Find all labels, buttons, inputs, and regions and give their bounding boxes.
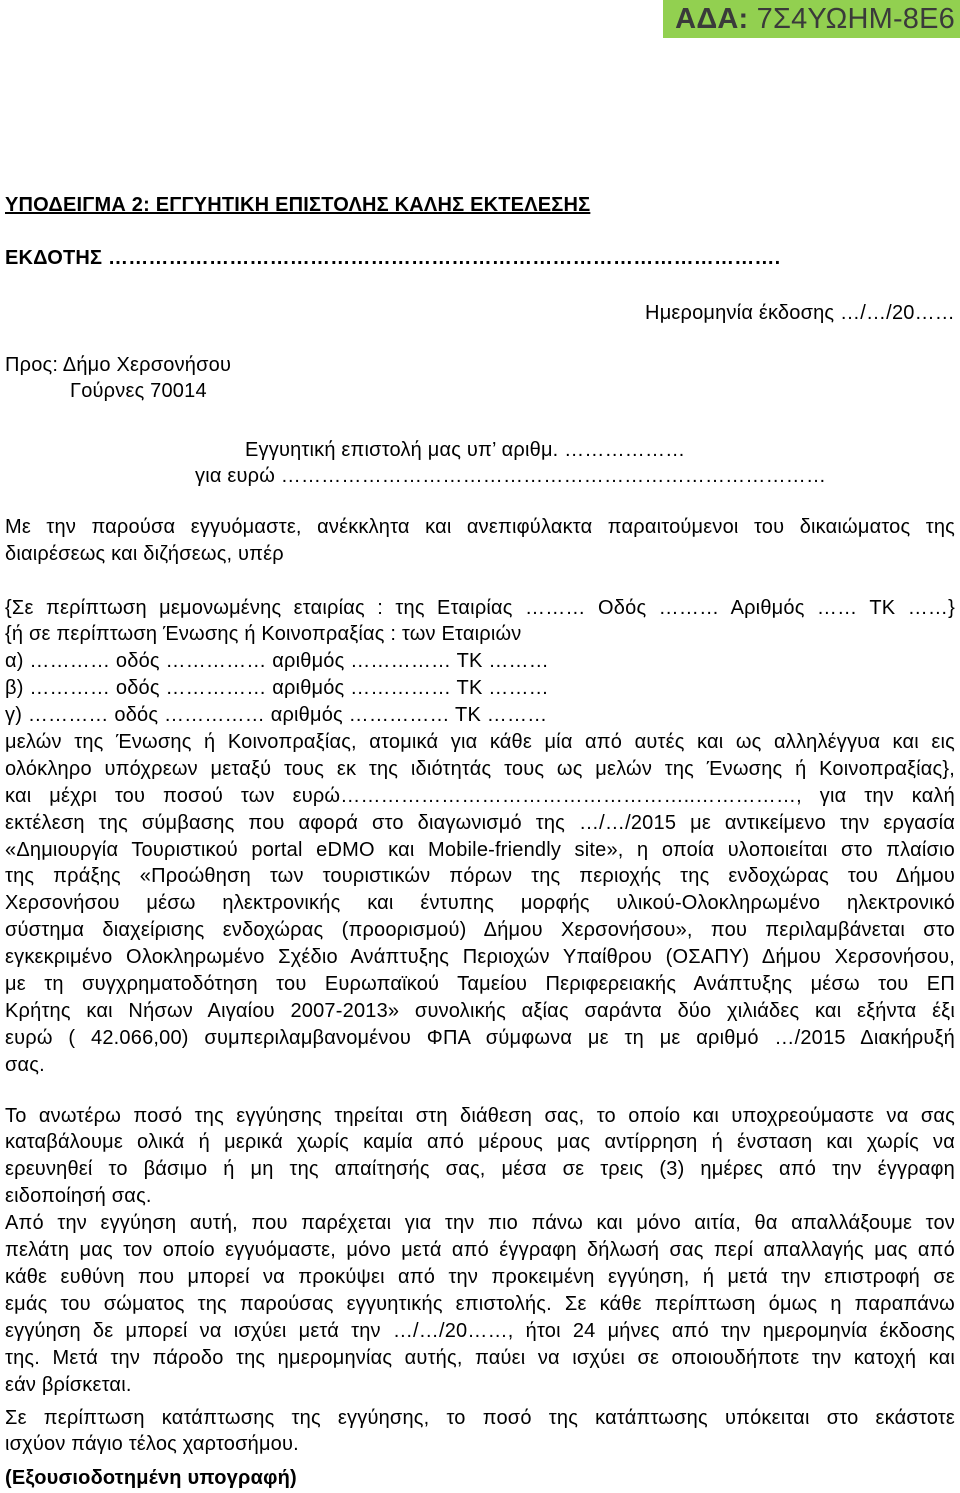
validity-line: εγγύηση δε μπορεί να ισχύει μετά την …/…/20……, ήτοι 24 μήνες από την ημερομηνία έκδοσης: [5, 1319, 955, 1342]
text-line: εκτέλεση της σύμβασης που αφορά στο διαγωνισμό της …/…/2015 με αντικείμενο την εργασία: [5, 811, 955, 834]
text-line: ερευνηθεί το βάσιμο ή μη της απαίτησής σας, μέσα σε τρεις (3) ημέρες από την έγγραφη: [5, 1158, 955, 1181]
text-line: Σε περίπτωση κατάπτωσης της εγγύησης, το ποσό της κατάπτωσης υπόκειται στο εκάστοτε: [5, 1406, 955, 1429]
text-line: «Δημιουργία Τουριστικού portal eDMO και Mobile-friendly site», η οποία υλοποιείται στο πλαίσιο: [5, 838, 955, 861]
contract-value-line: ευρώ ( 42.066,00) συμπεριλαμβανομένου ΦΠΑ σύμφωνα με τη με αριθμό …/2015 Διακήρυξή: [5, 1026, 955, 1049]
text-line: Από την εγγύηση αυτή, που παρέχεται για την πιο πάνω και μόνο αιτία, θα απαλλάξουμε τον: [5, 1212, 955, 1235]
text-line: ολόκληρο υπόχρεων μεταξύ τους εκ της ιδιότητάς τους ως μελών της Ένωσης ή Κοινοπραξίας},: [5, 757, 955, 780]
text-line: σας.: [5, 1053, 45, 1076]
member-a-line: α) ………… οδός …………… αριθμός …………… ΤΚ ………: [5, 650, 549, 673]
stamp-duty-paragraph: [5, 1405, 955, 1459]
text-line: μελών της Ένωσης ή Κοινοπραξίας, ατομικά για κάθε μία από αυτές και ως αλληλέγγυα και εις: [5, 730, 955, 753]
payment-terms-paragraph: [5, 1103, 955, 1211]
document-title: ΥΠΟΔΕΙΓΜΑ 2: ΕΓΓΥΗΤΙΚΗ ΕΠΙΣΤΟΛΗΣ ΚΑΛΗΣ ΕΚΤΕΛΕΣΗΣ: [5, 194, 591, 216]
guarantee-paragraph: [5, 595, 955, 1079]
text-line: κάθε ευθύνη που μπορεί να προκύψει από την προκειμένη εγγύηση, ή μετά την επιστροφή σε: [5, 1265, 955, 1288]
text-line: Με την παρούσα εγγυόμαστε, ανέκκλητα και ανεπιφύλακτα παραιτούμενοι του δικαιώματος της: [5, 516, 955, 538]
issuer-line: ΕΚΔΟΤΗΣ ……………………………………………………………………………………….: [5, 247, 781, 269]
text-line: με τη συγχρηματοδότηση του Ευρωπαϊκού Ταμείου Περιφερειακής Ανάπτυξης μέσω του ΕΠ: [5, 972, 955, 995]
text-line: εμάς του σώματος της παρούσας εγγυητικής επιστολής. Σε κάθε περίπτωση όμως η παραπάνω: [5, 1292, 955, 1315]
reference-amount-line: για ευρώ ………………………………………………………………………: [195, 465, 827, 487]
text-line: της. Μετά την πάροδο της ημερομηνίας αυτής, παύει να ισχύει σε οποιουδήποτε την κατοχή και: [5, 1346, 955, 1369]
recipient-address: Γούρνες 70014: [70, 380, 207, 402]
amount-line: και μέχρι του ποσού των ευρώ……………………………………………..……………, για την καλή: [5, 784, 955, 807]
terms-section: [5, 1103, 955, 1399]
text-line: της πράξης «Προώθηση των τουριστικών πόρων της περιοχής της ενδοχώρας του Δήμου: [5, 865, 955, 888]
text-line: διαιρέσεως και διζήσεως, υπέρ: [5, 542, 284, 565]
signature-line: (Εξουσιοδοτημένη υπογραφή): [5, 1467, 297, 1489]
ada-label: ΑΔΑ:: [675, 3, 749, 35]
member-b-line: β) ………… οδός …………… αριθμός …………… ΤΚ ………: [5, 677, 549, 700]
intro-paragraph: [5, 514, 955, 568]
text-line: πελάτη μας τον οποίο εγγυόμαστε, μόνο μετά από έγγραφη δήλωσή σας περί απαλλαγής μας από: [5, 1239, 955, 1262]
issue-date: Ημερομηνία έκδοσης …/…/20……: [645, 302, 955, 324]
ada-badge: [663, 0, 960, 38]
text-line: ισχύον πάγιο τέλος χαρτοσήμου.: [5, 1433, 299, 1456]
text-line: ειδοποίησή σας.: [5, 1185, 152, 1208]
text-line: καταβάλουμε ολικά ή μερικά χωρίς καμία από μέρους μας αντίρρηση ή ένσταση και χωρίς να: [5, 1131, 955, 1154]
ada-code: 7Σ4ΥΩΗΜ-8Ε6: [756, 3, 955, 35]
joint-venture-line: {ή σε περίπτωση Ένωσης ή Κοινοπραξίας : των Εταιριών: [5, 623, 522, 646]
text-line: σύστημα διαχείρισης ενδοχώρας (προορισμού) Δήμου Χερσονήσου», που περιλαμβάνεται στο: [5, 919, 955, 942]
text-line: Το ανωτέρω ποσό της εγγύησης τηρείται στη διάθεση σας, το οποίο και υποχρεούμαστε να σας: [5, 1104, 955, 1127]
recipient-line: Προς: Δήμο Χερσονήσου: [5, 354, 232, 376]
text-line: εγκεκριμένο Ολοκληρωμένο Σχέδιο Ανάπτυξης Περιοχών Υπαίθρου (ΟΣΑΠΥ) Δήμου Χερσονήσου,: [5, 946, 955, 969]
single-company-line: {Σε περίπτωση μεμονωμένης εταιρίας : της Εταιρίας ……… Οδός ……… Αριθμός …… ΤΚ ……}: [5, 596, 955, 619]
release-terms-paragraph: [5, 1210, 955, 1398]
reference-number-line: Εγγυητική επιστολή μας υπ’ αριθμ. ………………: [245, 439, 686, 461]
member-c-line: γ) ………… οδός …………… αριθμός …………… ΤΚ ………: [5, 704, 548, 727]
text-line: εάν βρίσκεται.: [5, 1373, 132, 1396]
text-line: Χερσονήσου μέσω ηλεκτρονικής και έντυπης μορφής υλικού-Ολοκληρωμένο ηλεκτρονικό: [5, 892, 955, 915]
text-line: Κρήτης και Νήσων Αιγαίου 2007-2013» συνολικής αξίας σαράντα δύο χιλιάδες και εξήντα έξι: [5, 999, 955, 1022]
